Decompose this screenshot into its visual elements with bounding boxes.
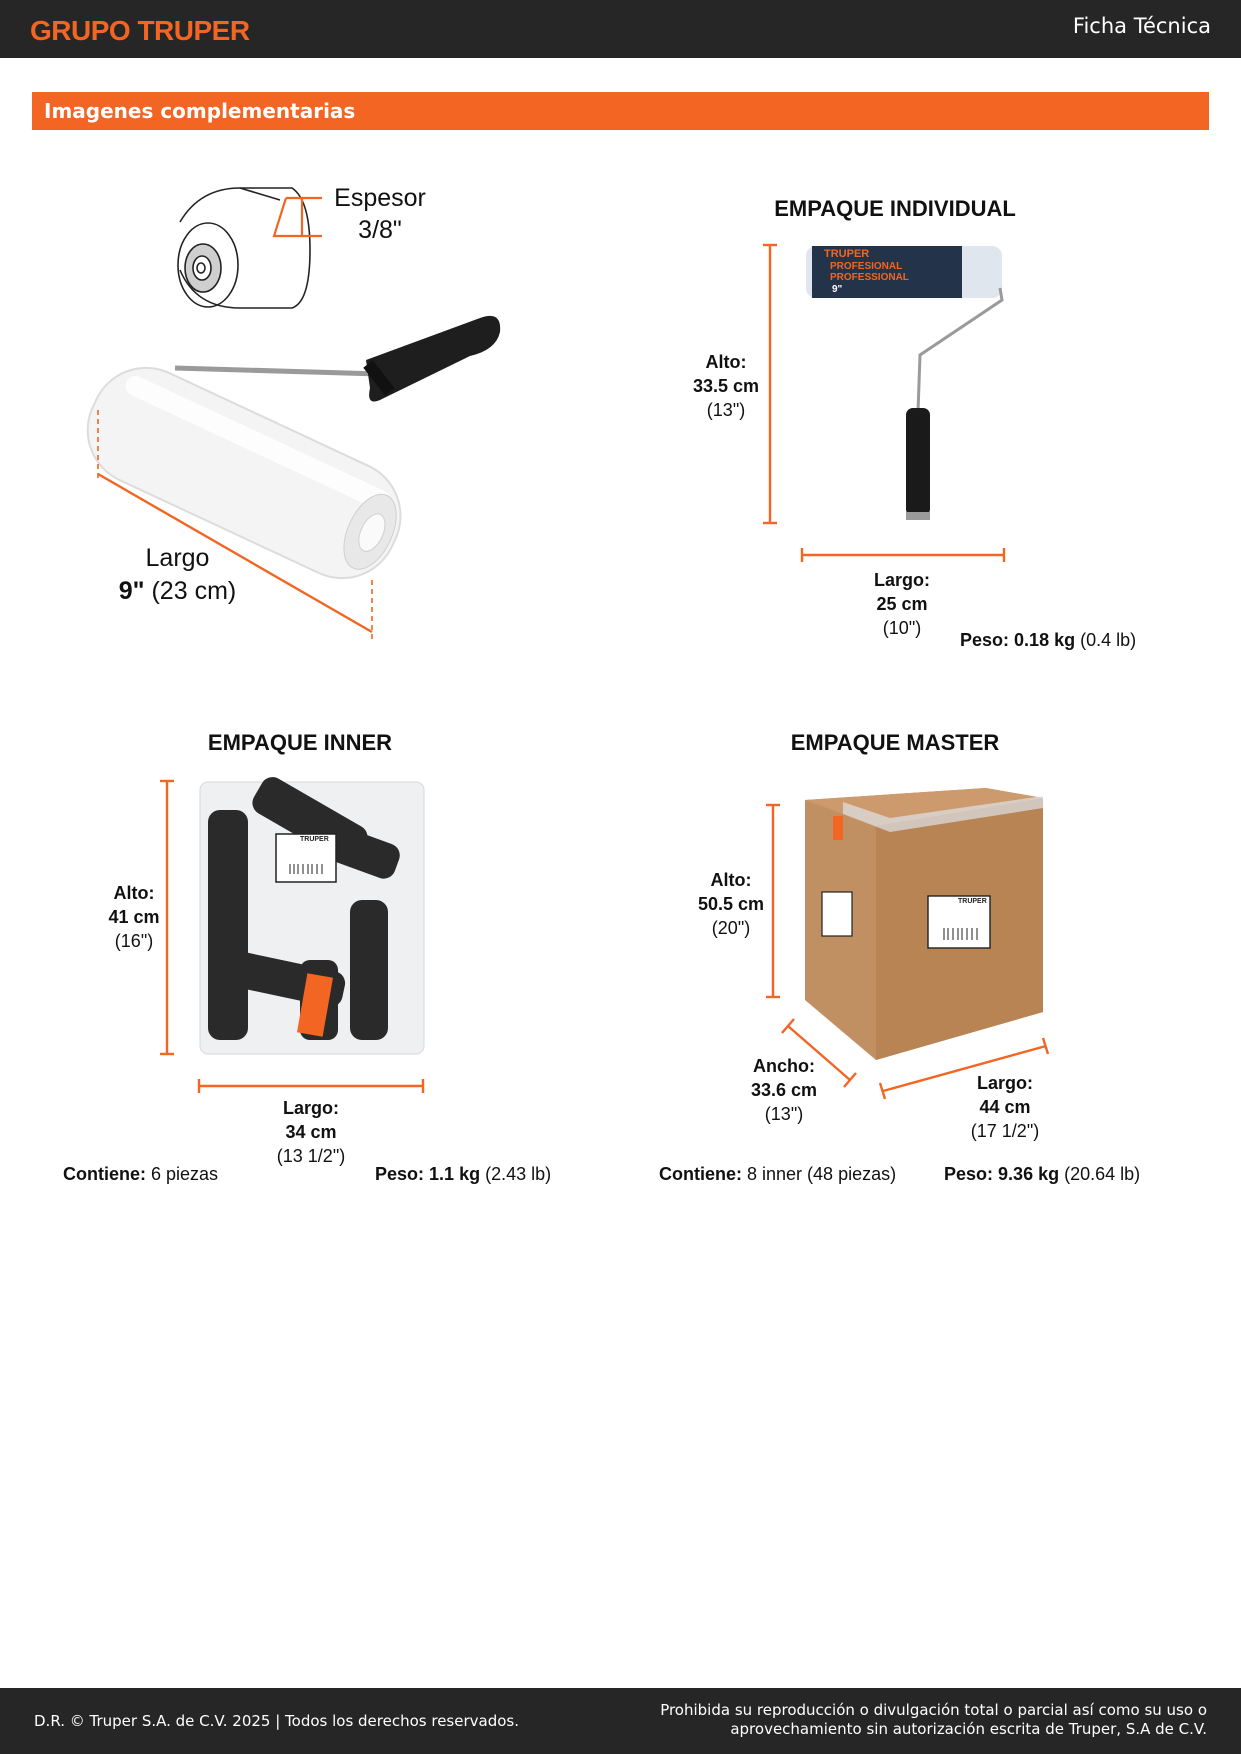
thickness-value: 3/8" [358,216,402,244]
master-ancho-inches: (13") [764,1104,804,1124]
individual-peso-value: 0.18 kg [1014,630,1076,650]
master-side-tag [822,892,852,936]
inner-alto-inches: (16") [114,931,154,951]
master-ancho-value: 33.6 cm [750,1080,818,1100]
master-alto [681,868,781,940]
section-title: Imagenes complementarias [44,99,356,123]
inner-peso-label: Peso: [375,1164,425,1184]
master-contiene [659,1162,896,1186]
master-peso [944,1162,1140,1186]
length-value-metric: (23 cm) [151,577,237,605]
individual-alto-value: 33.5 cm [692,376,760,396]
master-title: EMPAQUE MASTER [790,730,1000,755]
inner-largo-value: 34 cm [285,1122,337,1142]
length-value-bold: 9" [118,577,145,605]
individual-peso-lb: (0.4 lb) [1080,630,1137,650]
brand-logo: GRUPO TRUPER [30,15,250,46]
inner-tag-brand: TRUPER [300,836,329,843]
master-alto-inches: (20") [711,918,751,938]
master-contiene-value: 8 inner (48 piezas) [747,1164,897,1184]
individual-alto-inches: (13") [706,400,746,420]
individual-largo-value: 25 cm [876,594,928,614]
individual-peso-label: Peso: [960,630,1010,650]
individual-largo-label: Largo: [874,570,930,590]
inner-largo-inches: (13 1/2") [276,1146,346,1166]
document-type: Ficha Técnica [1072,14,1211,38]
master-peso-label: Peso: [944,1164,994,1184]
master-box-brand: TRUPER [958,898,987,905]
length-label-text: Largo [145,544,210,572]
inner-contiene-label: Contiene: [63,1164,146,1184]
individual-title: EMPAQUE INDIVIDUAL [774,196,1016,221]
individual-largo-inches: (10") [882,618,922,638]
master-peso-value: 9.36 kg [998,1164,1060,1184]
inner-largo-label: Largo: [283,1098,339,1118]
inner-alto-value: 41 cm [108,907,160,927]
master-ancho-label: Ancho: [753,1056,815,1076]
master-largo [955,1071,1055,1143]
inner-peso-lb: (2.43 lb) [485,1164,552,1184]
individual-label-line1: PROFESIONAL [830,261,903,272]
reproduction-notice [647,1701,1207,1739]
master-ancho [734,1054,834,1126]
master-largo-label: Largo: [977,1073,1033,1093]
master-alto-label: Alto: [710,870,752,890]
inner-title: EMPAQUE INNER [207,730,393,755]
individual-label-brand: TRUPER [824,248,870,260]
master-largo-value: 44 cm [979,1097,1031,1117]
master-contiene-label: Contiene: [659,1164,742,1184]
reproduction-notice-line1: Prohibida su reproducción o divulgación total o parcial así como su uso o [660,1701,1207,1719]
inner-contiene-value: 6 piezas [151,1164,219,1184]
reproduction-notice-line2: aprovechamiento sin autorización escrita de Truper, S.A de C.V. [730,1720,1207,1738]
master-largo-inches: (17 1/2") [970,1121,1040,1141]
master-peso-lb: (20.64 lb) [1064,1164,1141,1184]
copyright-notice: D.R. © Truper S.A. de C.V. 2025 | Todos los derechos reservados. [34,1712,519,1730]
master-alto-value: 50.5 cm [697,894,765,914]
inner-peso-value: 1.1 kg [429,1164,481,1184]
page-footer [0,1688,1241,1754]
inner-alto-label: Alto: [113,883,155,903]
individual-label-line2: PROFESSIONAL [830,272,909,283]
individual-alto-label: Alto: [705,352,747,372]
thickness-label-text: Espesor [334,184,426,212]
individual-label-size: 9" [832,284,843,295]
